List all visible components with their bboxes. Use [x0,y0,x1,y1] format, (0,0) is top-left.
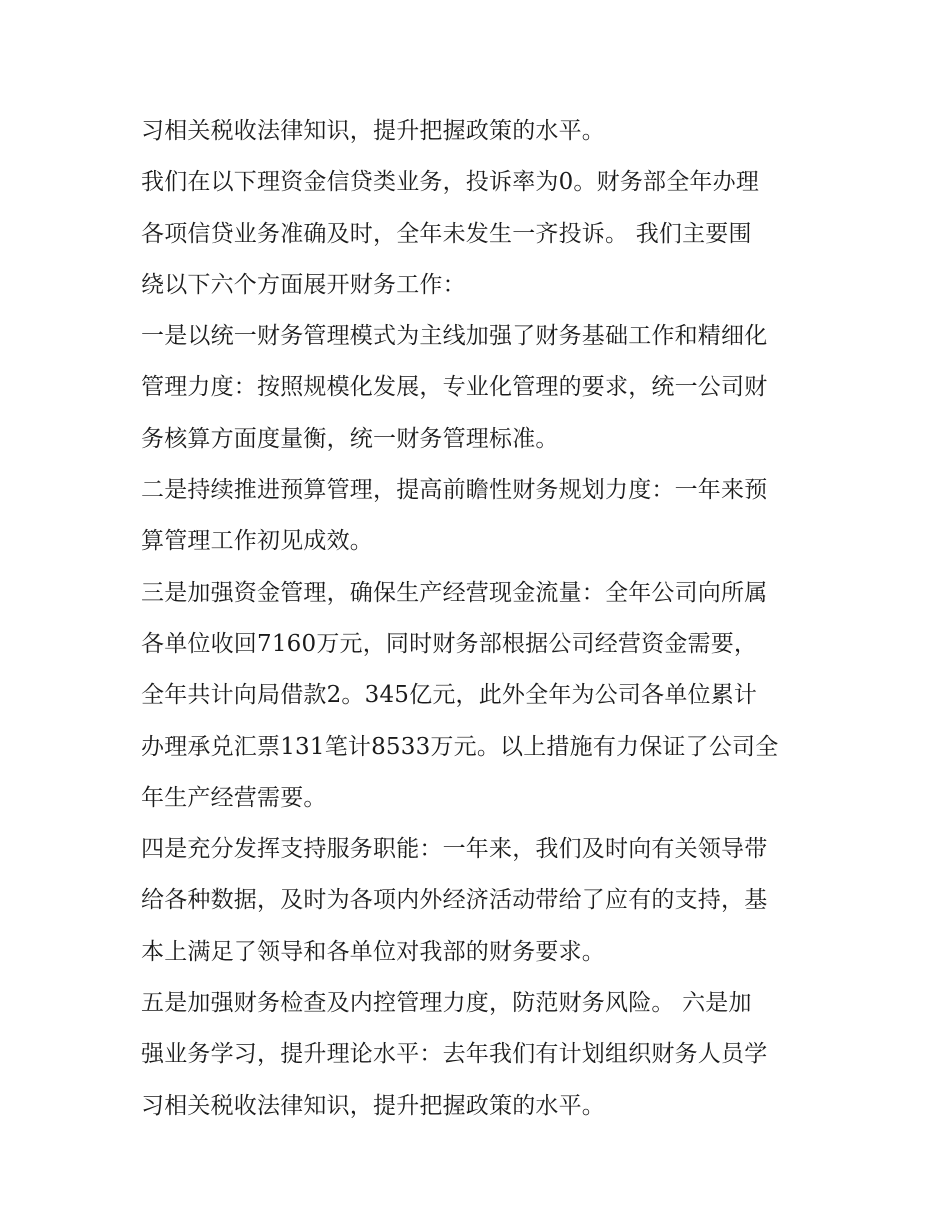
text-line: 绕以下六个方面展开财务工作： [141,271,466,298]
text-line: 习相关税收法律知识，提升把握政策的水平。 [141,1092,605,1119]
text-line: 习相关税收法律知识，提升把握政策的水平。 [141,118,605,144]
text-line: 各项信贷业务准确及时，全年未发生一齐投诉。 我们主要围 [141,220,752,247]
text-line: 一是以统一财务管理模式为主线加强了财务基础工作和精细化 [141,323,768,350]
text-line: 二是持续推进预算管理，提高前瞻性财务规划力度：一年来预 [141,477,768,504]
text-line: 给各种数据，及时为各项内外经济活动带给了应有的支持，基 [141,887,768,914]
text-line: 算管理工作初见成效。 [141,528,373,555]
text-line: 年生产经营需要。 [141,784,327,811]
text-line: 务核算方面度量衡，统一财务管理标准。 [141,425,559,452]
text-line: 强业务学习，提升理论水平：去年我们有计划组织财务人员学 [141,1041,768,1068]
body-text [141,106,813,1132]
text-line: 我们在以下理资金信贷类业务，投诉率为0。财务部全年办理 [141,169,760,196]
text-line: 各单位收回7160万元，同时财务部根据公司经营资金需要， [141,630,758,657]
text-line: 管理力度：按照规模化发展，专业化管理的要求，统一公司财 [141,374,768,401]
text-line: 四是充分发挥支持服务职能：一年来，我们及时向有关领导带 [141,836,768,863]
text-line: 三是加强资金管理，确保生产经营现金流量：全年公司向所属 [141,579,768,606]
text-line: 五是加强财务检查及内控管理力度，防范财务风险。 六是加 [141,990,752,1017]
text-line: 全年共计向局借款2。345亿元，此外全年为公司各单位累计 [141,682,758,709]
text-line: 本上满足了领导和各单位对我部的财务要求。 [141,938,605,965]
text-line: 办理承兑汇票131笔计8533万元。以上措施有力保证了公司全 [141,733,779,760]
